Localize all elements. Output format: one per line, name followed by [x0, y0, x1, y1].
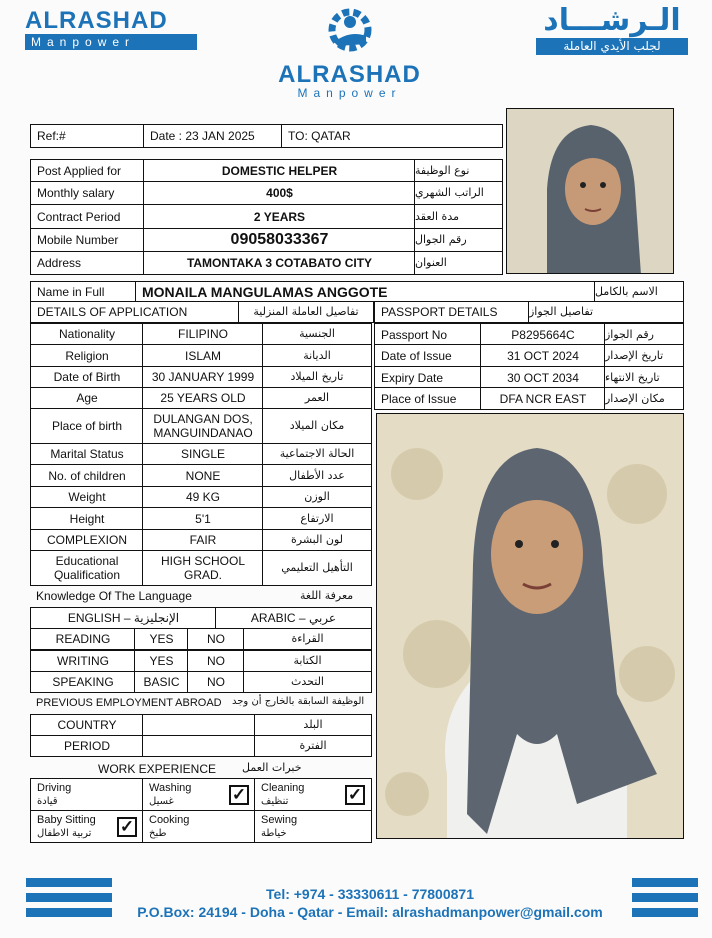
passport-title: PASSPORT DETAILS	[374, 301, 530, 323]
application-title: DETAILS OF APPLICATION	[30, 301, 240, 323]
small-photo	[506, 108, 674, 274]
job-label: Contract Period	[30, 204, 145, 229]
personal-label-ar: تاريخ الميلاد	[262, 366, 372, 388]
language-english-level: YES	[134, 628, 189, 650]
work-item	[142, 810, 256, 843]
personal-value: 25 YEARS OLD	[142, 387, 264, 409]
job-label-ar: نوع الوظيفة	[414, 159, 503, 182]
logo-center	[262, 6, 437, 99]
work-item-label	[261, 814, 297, 840]
work-item-ar: تنظيف	[261, 795, 289, 807]
passport-label: Date of Issue	[374, 344, 482, 367]
personal-label-ar: الارتفاع	[262, 507, 372, 530]
job-value: 2 YEARS	[143, 204, 416, 229]
job-value: DOMESTIC HELPER	[143, 159, 416, 182]
logo-left	[25, 8, 197, 50]
work-title: WORK EXPERIENCE	[98, 762, 217, 776]
personal-label-ar: الديانة	[262, 344, 372, 367]
checkbox-checked-icon[interactable]: ✓	[117, 817, 137, 837]
personal-label-ar: الوزن	[262, 486, 372, 508]
personal-label: Marital Status	[30, 443, 144, 465]
passport-value: DFA NCR EAST	[480, 387, 606, 410]
personal-value: FILIPINO	[142, 323, 264, 345]
personal-label-ar: مكان الميلاد	[262, 408, 372, 444]
language-english: ENGLISH – الإنجليزية	[30, 607, 217, 629]
language-skill-ar: الكتابة	[243, 650, 372, 672]
logo-right	[536, 4, 688, 55]
passport-label: Place of Issue	[374, 387, 482, 410]
footer-tel: Tel: +974 - 33330611 - 77800871	[266, 886, 474, 902]
previous-title: PREVIOUS EMPLOYMENT ABROAD	[36, 697, 222, 709]
work-item-en: Cooking	[149, 813, 190, 826]
passport-label: Passport No	[374, 323, 482, 346]
language-arabic: ARABIC – عربي	[215, 607, 372, 629]
language-title-ar: معرفة اللغة	[300, 589, 354, 602]
job-label: Post Applied for	[30, 159, 145, 182]
job-value: TAMONTAKA 3 COTABATO CITY	[143, 251, 416, 275]
work-item	[142, 778, 256, 811]
language-english-level: YES	[134, 650, 189, 672]
personal-label: Religion	[30, 344, 144, 367]
date-field: Date : 23 JAN 2025	[143, 124, 283, 148]
personal-label: Weight	[30, 486, 144, 508]
logo-right-arabic: الـرشـــاد	[543, 3, 681, 38]
work-item-ar: خياطة	[261, 827, 287, 839]
work-item-label	[149, 782, 191, 808]
passport-title-ar: تفاصيل الجواز	[528, 301, 684, 323]
personal-value: DULANGAN DOS, MANGUINDANAO	[142, 408, 264, 444]
work-item-label	[37, 782, 71, 808]
personal-label: Nationality	[30, 323, 144, 345]
work-item-ar: تربية الاطفال	[37, 827, 92, 839]
language-skill-ar: القراءة	[243, 628, 372, 650]
personal-value: NONE	[142, 464, 264, 487]
name-ar: الاسم بالكامل	[594, 281, 684, 303]
job-value: 400$	[143, 181, 416, 205]
personal-label-ar: عدد الأطفال	[262, 464, 372, 487]
personal-label: No. of children	[30, 464, 144, 487]
personal-label-ar: العمر	[262, 387, 372, 409]
logo-left-text: ALRASHAD	[25, 7, 168, 34]
personal-value: SINGLE	[142, 443, 264, 465]
personal-label-ar: لون البشرة	[262, 529, 372, 551]
personal-value: 30 JANUARY 1999	[142, 366, 264, 388]
work-item-en: Baby Sitting	[37, 813, 96, 826]
period-value	[142, 735, 256, 757]
logo-left-sub: Manpower	[25, 34, 197, 50]
passport-label-ar: مكان الإصدار	[604, 387, 684, 410]
language-english-level: BASIC	[134, 671, 189, 693]
work-item	[254, 810, 372, 843]
personal-label: COMPLEXION	[30, 529, 144, 551]
period-label: PERIOD	[30, 735, 144, 757]
job-label-ar: رقم الجوال	[414, 228, 503, 252]
job-value: 09058033367	[143, 228, 416, 252]
work-item	[30, 810, 144, 843]
language-arabic-level: NO	[187, 671, 245, 693]
passport-value: 30 OCT 2034	[480, 366, 606, 389]
personal-label: Height	[30, 507, 144, 530]
country-value	[142, 714, 256, 736]
passport-label-ar: رقم الجواز	[604, 323, 684, 346]
language-skill-ar: التحدث	[243, 671, 372, 693]
passport-value: 31 OCT 2024	[480, 344, 606, 367]
passport-label-ar: تاريخ الانتهاء	[604, 366, 684, 389]
ref-field: Ref:#	[30, 124, 145, 148]
checkbox-checked-icon[interactable]: ✓	[229, 785, 249, 805]
personal-value: 49 KG	[142, 486, 264, 508]
work-item-label	[261, 782, 304, 808]
footer-stripes-left	[26, 878, 112, 923]
job-label: Mobile Number	[30, 228, 145, 252]
personal-value: 5'1	[142, 507, 264, 530]
footer-address: P.O.Box: 24194 - Doha - Qatar - Email: alrashadmanpower@gmail.com	[137, 904, 603, 920]
name-value: MONAILA MANGULAMAS ANGGOTE	[135, 281, 596, 303]
personal-label-ar: التأهيل التعليمي	[262, 550, 372, 586]
passport-label-ar: تاريخ الإصدار	[604, 344, 684, 367]
personal-value: HIGH SCHOOL GRAD.	[142, 550, 264, 586]
country-ar: البلد	[254, 714, 372, 736]
passport-value: P8295664C	[480, 323, 606, 346]
language-title: Knowledge Of The Language	[36, 589, 192, 603]
footer-stripes-right	[632, 878, 698, 923]
logo-right-tagline: لجلب الأيدي العاملة	[536, 38, 688, 55]
large-photo	[376, 413, 684, 839]
personal-value: ISLAM	[142, 344, 264, 367]
language-arabic-level: NO	[187, 628, 245, 650]
work-item-en: Driving	[37, 781, 72, 794]
work-item-en: Washing	[149, 781, 192, 794]
personal-label-ar: الجنسية	[262, 323, 372, 345]
language-skill: SPEAKING	[30, 671, 136, 693]
gear-hand-icon	[320, 6, 380, 58]
job-label-ar: العنوان	[414, 251, 503, 275]
work-item-ar: غسيل	[149, 795, 174, 807]
personal-label: Place of birth	[30, 408, 144, 444]
logo-center-text: ALRASHAD	[278, 61, 421, 88]
job-label-ar: مدة العقد	[414, 204, 503, 229]
work-item-en: Cleaning	[261, 781, 305, 794]
application-title-ar: تفاصيل العاملة المنزلية	[238, 301, 374, 323]
work-item	[30, 778, 144, 811]
work-item-ar: طبخ	[149, 827, 167, 839]
to-field: TO: QATAR	[281, 124, 503, 148]
checkbox-checked-icon[interactable]: ✓	[345, 785, 365, 805]
previous-title-ar: الوظيفة السابقة بالخارج أن وجد	[232, 696, 365, 707]
work-item-ar: قيادة	[37, 795, 58, 807]
job-label: Monthly salary	[30, 181, 145, 205]
personal-label: Educational Qualification	[30, 550, 144, 586]
work-item	[254, 778, 372, 811]
personal-label: Date of Birth	[30, 366, 144, 388]
footer	[0, 842, 712, 938]
logo-center-sub: Manpower	[297, 86, 402, 100]
personal-label: Age	[30, 387, 144, 409]
period-ar: الفترة	[254, 735, 372, 757]
language-arabic-level: NO	[187, 650, 245, 672]
name-label: Name in Full	[30, 281, 137, 303]
language-skill: READING	[30, 628, 136, 650]
passport-label: Expiry Date	[374, 366, 482, 389]
job-label-ar: الراتب الشهري	[414, 181, 503, 205]
work-item-label	[37, 814, 96, 840]
portrait-small	[507, 109, 674, 274]
country-label: COUNTRY	[30, 714, 144, 736]
personal-value: FAIR	[142, 529, 264, 551]
work-title-ar: خبرات العمل	[242, 761, 302, 774]
language-skill: WRITING	[30, 650, 136, 672]
job-label: Address	[30, 251, 145, 275]
work-item-en: Sewing	[261, 813, 298, 826]
portrait-large	[377, 414, 684, 839]
personal-label-ar: الحالة الاجتماعية	[262, 443, 372, 465]
work-item-label	[149, 814, 189, 840]
